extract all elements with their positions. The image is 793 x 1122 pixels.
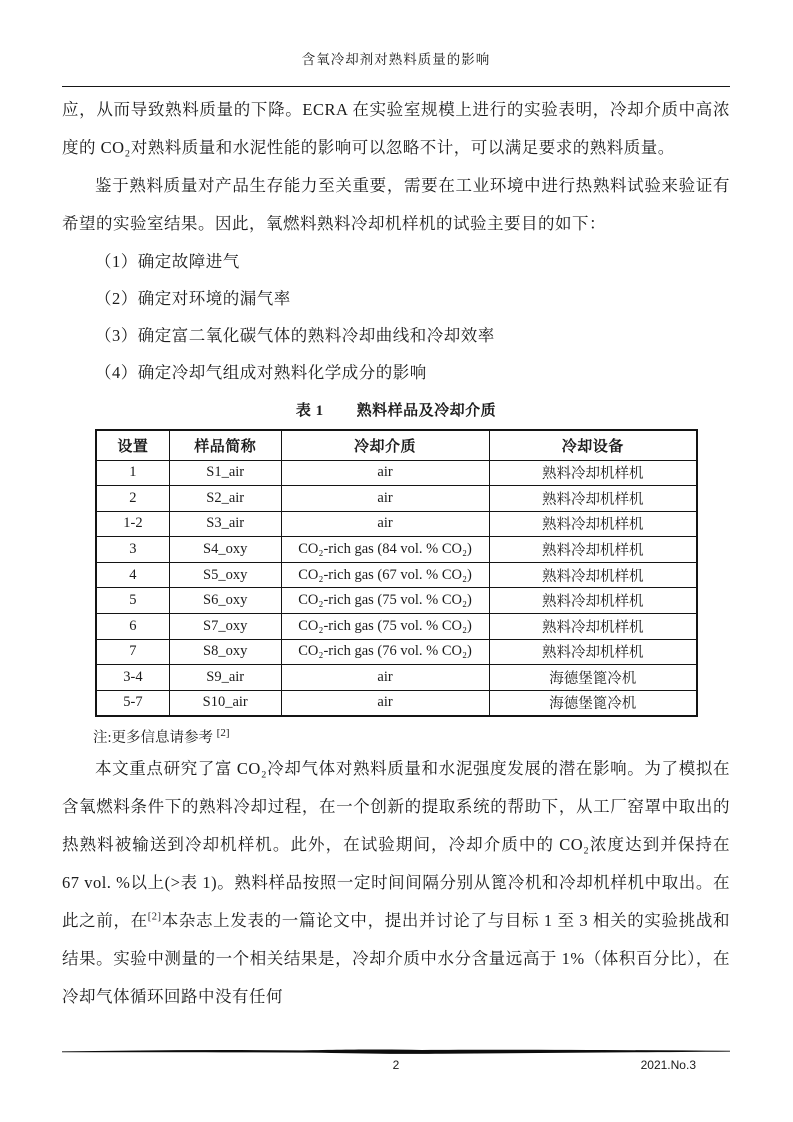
table-cell: S5_oxy bbox=[169, 562, 281, 588]
table-cell: S8_oxy bbox=[169, 639, 281, 665]
paragraph-1-text: 应，从而导致熟料质量的下降。ECRA 在实验室规模上进行的实验表明，冷却介质中高浓度的 CO₂对熟料质量和水泥性能的影响可以忽略不计，可以满足要求的熟料质量。 bbox=[62, 100, 730, 157]
table-cell: air bbox=[281, 690, 489, 716]
table-footnote bbox=[93, 726, 730, 750]
table-cell: air bbox=[281, 486, 489, 512]
table-cell: 熟料冷却机样机 bbox=[489, 511, 697, 537]
table-header-medium: 冷却介质 bbox=[281, 430, 489, 460]
running-header-title: 含氧冷却剂对熟料质量的影响 bbox=[301, 52, 491, 67]
table-row bbox=[96, 562, 697, 588]
table-cell: S2_air bbox=[169, 486, 281, 512]
table-caption-label: 表 1 bbox=[295, 403, 324, 419]
table-cell: S9_air bbox=[169, 665, 281, 691]
table-cell: 3 bbox=[96, 537, 169, 563]
table-cell: CO₂-rich gas (75 vol. % CO₂) bbox=[281, 588, 489, 614]
table-cell: CO₂-rich gas (75 vol. % CO₂) bbox=[281, 614, 489, 640]
table-cell: CO₂-rich gas (76 vol. % CO₂) bbox=[281, 639, 489, 665]
page-content bbox=[62, 0, 730, 1016]
objective-item-3 bbox=[62, 317, 730, 354]
issue-label: 2021.No.3 bbox=[640, 1058, 696, 1072]
table-cell: 海德堡篦冷机 bbox=[489, 690, 697, 716]
paragraph-3-segment-2: 本杂志上发表的一篇论文中，提出并讨论了与目标 1 至 3 相关的实验挑战和结果。实验中测量的一个相关结果是，冷却介质中水分含量远高于 1%（体积百分比），在冷却气体循环回路中没有任何 bbox=[62, 910, 730, 1006]
table-caption-title: 熟料样品及冷却介质 bbox=[356, 403, 497, 419]
table-cell: 3-4 bbox=[96, 665, 169, 691]
table-cell: 6 bbox=[96, 614, 169, 640]
table-cell: 7 bbox=[96, 639, 169, 665]
table-cell: 1-2 bbox=[96, 511, 169, 537]
table-row bbox=[96, 537, 697, 563]
table-cell: 5-7 bbox=[96, 690, 169, 716]
table-cell: S10_air bbox=[169, 690, 281, 716]
table-header-row bbox=[96, 430, 697, 460]
table-row bbox=[96, 486, 697, 512]
footnote-text: 注:更多信息请参考 bbox=[93, 729, 217, 746]
table-cell: S6_oxy bbox=[169, 588, 281, 614]
table-cell: CO₂-rich gas (84 vol. % CO₂) bbox=[281, 537, 489, 563]
objective-item-2 bbox=[62, 280, 730, 317]
table-row bbox=[96, 460, 697, 486]
table-row bbox=[96, 690, 697, 716]
table-cell: air bbox=[281, 665, 489, 691]
header-rule bbox=[62, 86, 730, 87]
objective-2-text: （2）确定对环境的漏气率 bbox=[95, 289, 291, 308]
paragraph-3 bbox=[62, 750, 730, 1016]
table-row bbox=[96, 614, 697, 640]
page-number: 2 bbox=[392, 1058, 400, 1072]
footer-rule bbox=[62, 1048, 730, 1056]
table-cell: S1_air bbox=[169, 460, 281, 486]
table-cell: S7_oxy bbox=[169, 614, 281, 640]
table-cell: 熟料冷却机样机 bbox=[489, 562, 697, 588]
table-cell: 5 bbox=[96, 588, 169, 614]
table-header-device: 冷却设备 bbox=[489, 430, 697, 460]
paragraph-2-text: 鉴于熟料质量对产品生存能力至关重要，需要在工业环境中进行热熟料试验来验证有希望的实验室结果。因此，氧燃料熟料冷却机样机的试验主要目的如下： bbox=[62, 176, 730, 233]
inline-reference-marker: [2] bbox=[147, 911, 162, 923]
paragraph-1 bbox=[62, 91, 730, 167]
table-row bbox=[96, 511, 697, 537]
table-cell: 2 bbox=[96, 486, 169, 512]
table-header-setting: 设置 bbox=[96, 430, 169, 460]
objective-item-1 bbox=[62, 243, 730, 280]
table-cell: 海德堡篦冷机 bbox=[489, 665, 697, 691]
table-cell: S3_air bbox=[169, 511, 281, 537]
table-cell: CO₂-rich gas (67 vol. % CO₂) bbox=[281, 562, 489, 588]
table-row bbox=[96, 588, 697, 614]
table-cell: 1 bbox=[96, 460, 169, 486]
table-cell: 熟料冷却机样机 bbox=[489, 588, 697, 614]
footnote-reference-marker: [2] bbox=[216, 727, 230, 740]
objective-1-text: （1）确定故障进气 bbox=[95, 252, 240, 271]
objective-4-text: （4）确定冷却气组成对熟料化学成分的影响 bbox=[95, 363, 427, 382]
sample-table bbox=[95, 429, 698, 717]
objective-3-text: （3）确定富二氧化碳气体的熟料冷却曲线和冷却效率 bbox=[95, 326, 495, 345]
table-cell: 熟料冷却机样机 bbox=[489, 537, 697, 563]
table-header-sample: 样品简称 bbox=[169, 430, 281, 460]
table-cell: 4 bbox=[96, 562, 169, 588]
table-row bbox=[96, 665, 697, 691]
paragraph-2 bbox=[62, 167, 730, 243]
table-cell: S4_oxy bbox=[169, 537, 281, 563]
footer-row bbox=[62, 1056, 730, 1074]
page-footer bbox=[62, 1048, 730, 1074]
table-cell: 熟料冷却机样机 bbox=[489, 460, 697, 486]
table-cell: air bbox=[281, 511, 489, 537]
objective-item-4 bbox=[62, 354, 730, 391]
paragraph-3-segment-1: 本文重点研究了富 CO₂冷却气体对熟料质量和水泥强度发展的潜在影响。为了模拟在含氧燃料条件下的熟料冷却过程，在一个创新的提取系统的帮助下，从工厂窑罩中取出的热熟料被输送到冷却机样机。此外，在试验期间，冷却介质中的 CO₂浓度达到并保持在 67 vol. %以上(>表 1)。熟料样品按照一定时间间隔分别从篦冷机和冷却机样机中取出。在此之前，在 bbox=[62, 758, 730, 930]
running-header bbox=[62, 0, 730, 70]
table-cell: 熟料冷却机样机 bbox=[489, 486, 697, 512]
table-cell: 熟料冷却机样机 bbox=[489, 614, 697, 640]
table-caption bbox=[62, 398, 730, 424]
table-cell: air bbox=[281, 460, 489, 486]
table-row bbox=[96, 639, 697, 665]
table-cell: 熟料冷却机样机 bbox=[489, 639, 697, 665]
